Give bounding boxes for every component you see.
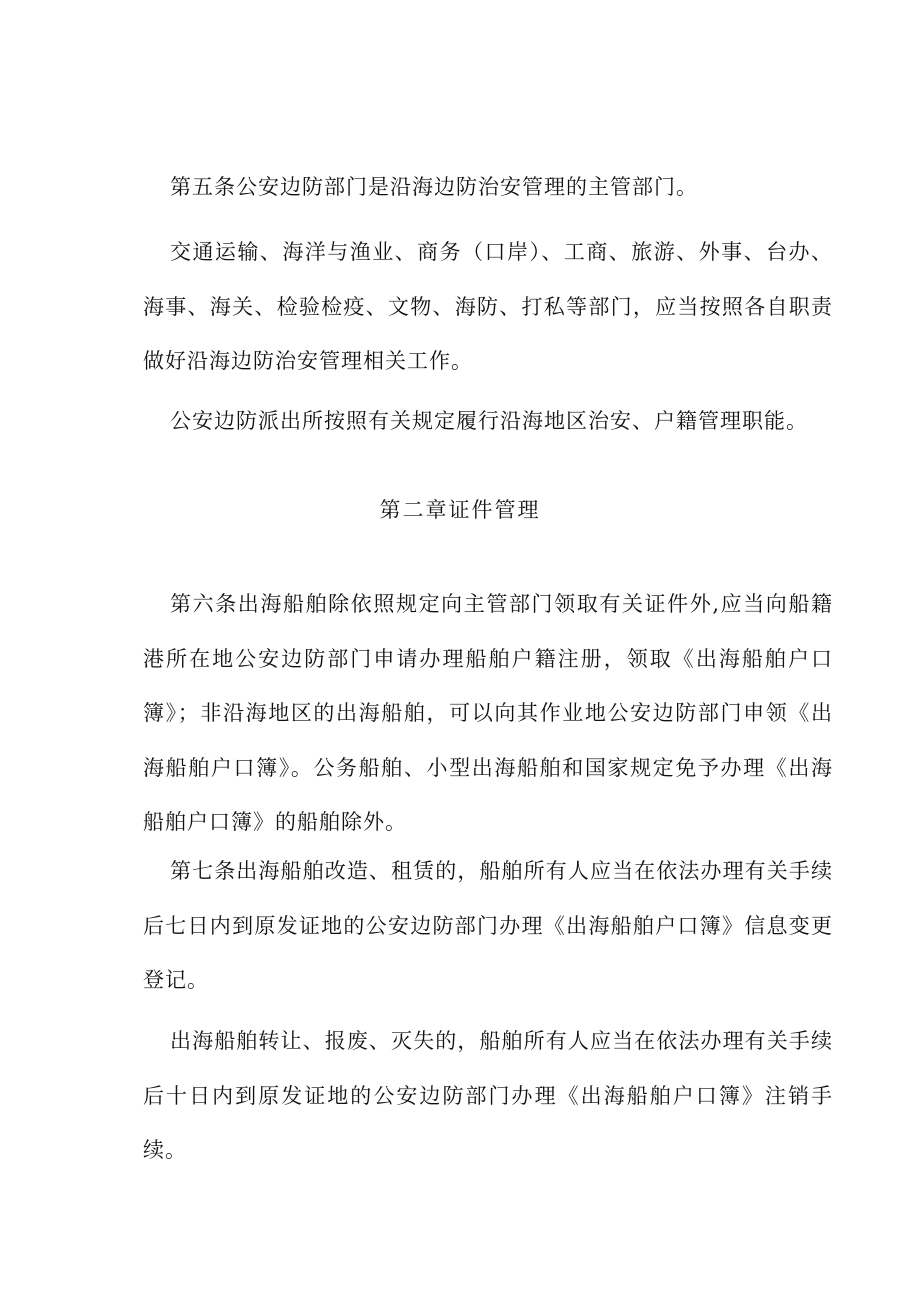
chapter-heading: 第二章证件管理 (379, 498, 541, 522)
departments-paragraph: 交通运输、海洋与渔业、商务（口岸）、工商、旅游、外事、台办、海事、海关、检验检疫、文物、海防、打私等部门，应当按照各自职责做好沿海边防治安管理相关工作。 (143, 240, 833, 373)
police-station-paragraph: 公安边防派出所按照有关规定履行沿海地区治安、户籍管理职能。 (170, 409, 808, 433)
transfer-paragraph: 出海船舶转让、报废、灭失的，船舶所有人应当在依法办理有关手续后十日内到原发证地的公安边防部门办理《出海船舶户口簿》注销手续。 (143, 1029, 833, 1162)
article-6-paragraph: 第六条出海船舶除依照规定向主管部门领取有关证件外,应当向船籍港所在地公安边防部门申请办理船舶户籍注册，领取《出海船舶户口簿》；非沿海地区的出海船舶，可以向其作业地公安边防部门申领《出海船舶户口簿》。公务船舶、小型出海船舶和国家规定免予办理《出海船舶户口簿》的船舶除外。 (143, 592, 833, 834)
article-7-paragraph: 第七条出海船舶改造、租赁的，船舶所有人应当在依法办理有关手续后七日内到原发证地的公安边防部门办理《出海船舶户口簿》信息变更登记。 (143, 859, 833, 992)
article-5-paragraph: 第五条公安边防部门是沿海边防治安管理的主管部门。 (170, 175, 698, 199)
